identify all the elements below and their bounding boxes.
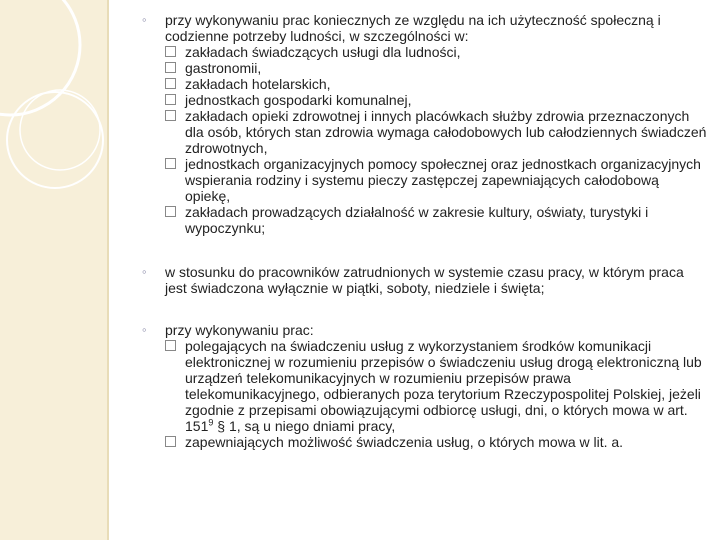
decorative-circles xyxy=(0,0,107,540)
bullet-1-text: przy wykonywaniu prac koniecznych ze względu na ich użyteczność społeczną i codzienne potrzeby ludności, w szczególności w: xyxy=(165,12,661,44)
sub-item-text: jednostkach gospodarki komunalnej, xyxy=(185,92,412,108)
checkbox-icon xyxy=(165,340,176,351)
checkbox-icon xyxy=(165,206,176,217)
checkbox-icon xyxy=(165,78,176,89)
bullet-icon: ◦ xyxy=(142,12,147,27)
bullet-3-text: przy wykonywaniu prac: xyxy=(165,322,314,338)
checkbox-icon xyxy=(165,62,176,73)
checkbox-icon xyxy=(165,436,176,447)
panel-divider xyxy=(107,0,109,540)
sub-item xyxy=(165,92,707,108)
sub-item xyxy=(165,156,707,204)
checkbox-icon xyxy=(165,110,176,121)
sub-item xyxy=(165,76,707,92)
sub-item xyxy=(165,108,707,156)
sub-item xyxy=(165,434,707,450)
bullet-3 xyxy=(142,322,707,450)
sub-item-text-end: § 1, są u niego dniami pracy, xyxy=(213,418,396,434)
sub-item-text: zakładach świadczących usługi dla ludności, xyxy=(185,44,461,60)
sub-item xyxy=(165,204,707,236)
bullet-icon: ◦ xyxy=(142,322,147,337)
sub-item-text: jednostkach organizacyjnych pomocy społecznej oraz jednostkach organizacyjnych wspierania rodziny i systemu pieczy zastępczej zapewniających całodobową opiekę, xyxy=(185,156,701,204)
bullet-2 xyxy=(142,264,707,296)
sub-item xyxy=(165,338,707,434)
bullet-2-text: w stosunku do pracowników zatrudnionych w systemie czasu pracy, w którym praca jest świadczona wyłącznie w piątki, soboty, niedziele i święta; xyxy=(165,264,684,296)
sub-item-text: polegających na świadczeniu usług z wykorzystaniem środków komunikacji elektronicznej w rozumieniu przepisów o świadczeniu usług drogą elektroniczną lub urządzeń telekomunikacyjnych w rozumieniu przepisów prawa telekomunikacyjnego, odbieranych poza terytorium Rzeczypospolitej Polskiej, jeżeli zgodnie z przepisami obowiązującymi odbiorcę usługi, dni, o których mowa w art. 151 xyxy=(185,338,702,434)
sub-item-text: zakładach opieki zdrowotnej i innych placówkach służby zdrowia przeznaczonych dla osób, których stan zdrowia wymaga całodobowych lub całodziennych świadczeń zdrowotnych, xyxy=(185,108,707,156)
checkbox-icon xyxy=(165,94,176,105)
sub-item-text: zakładach prowadzących działalność w zakresie kultury, oświaty, turystyki i wypoczynku; xyxy=(185,204,649,236)
superscript: 9 xyxy=(208,417,214,428)
sub-item-text: gastronomii, xyxy=(185,60,262,76)
decorative-side-panel xyxy=(0,0,107,540)
bullet-1 xyxy=(142,12,707,236)
checkbox-icon xyxy=(165,46,176,57)
checkbox-icon xyxy=(165,158,176,169)
sub-item xyxy=(165,44,707,60)
slide-content xyxy=(142,12,707,450)
sub-item-text: zakładach hotelarskich, xyxy=(185,76,331,92)
bullet-icon: ◦ xyxy=(142,264,147,279)
sub-item-text: zapewniających możliwość świadczenia usług, o których mowa w lit. a. xyxy=(185,434,624,450)
sub-item xyxy=(165,60,707,76)
